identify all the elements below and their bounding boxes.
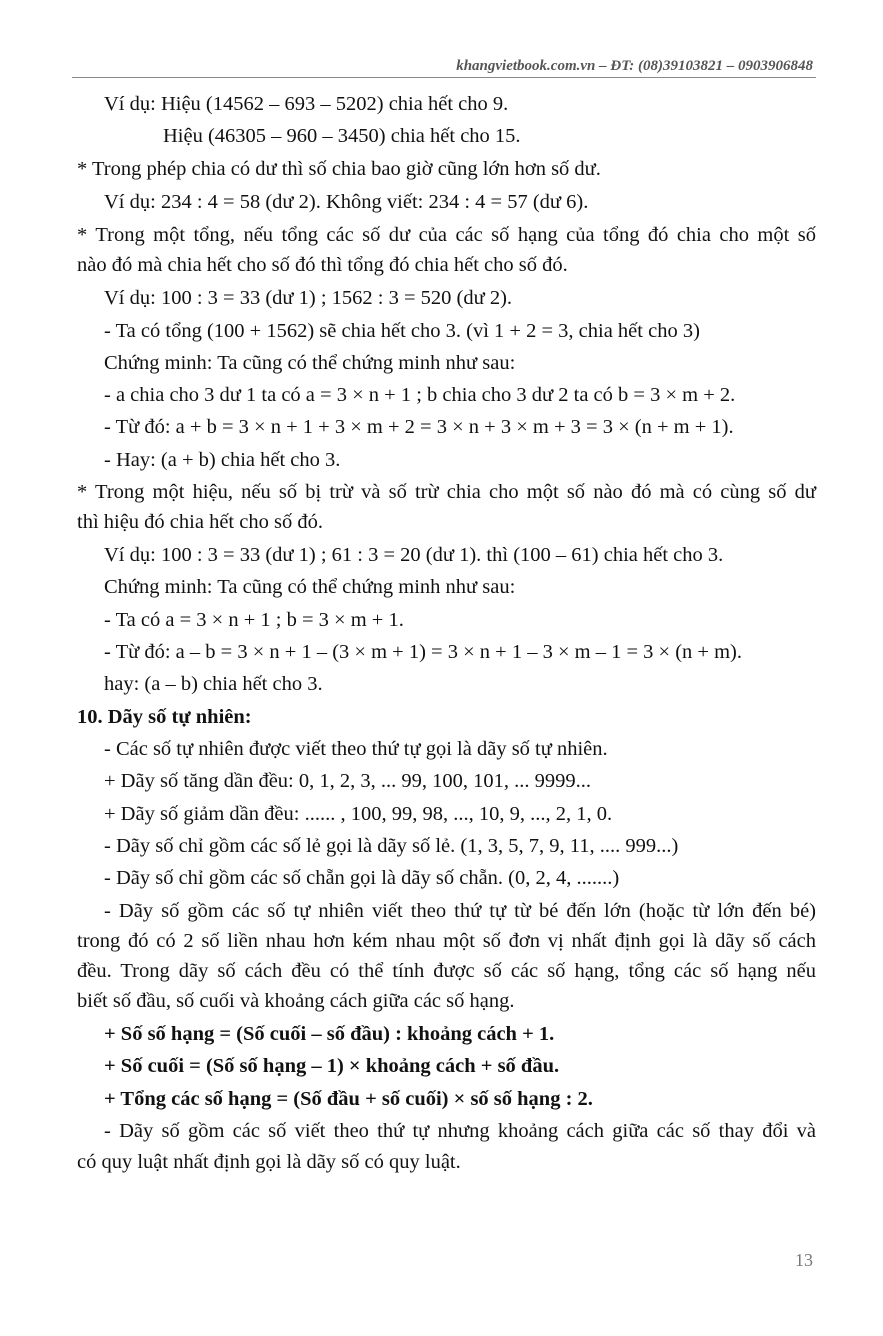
text-line: - Dãy số gồm các số viết theo thứ tự nhưng khoảng cách giữa các số thay đổi và xyxy=(104,1120,816,1142)
text-line: + Dãy số tăng dần đều: 0, 1, 2, 3, ... 99, 100, 101, ... 9999... xyxy=(104,770,592,792)
text-line: - Hay: (a + b) chia hết cho 3. xyxy=(104,449,341,471)
text-line: trong đó có 2 số liền nhau hơn kém nhau một số đơn vị nhất định gọi là dãy số cách xyxy=(77,930,816,952)
page-header-source: khangvietbook.com.vn – ĐT: (08)39103821 – 0903906848 xyxy=(456,58,813,74)
text-line: + Dãy số giảm dần đều: ...... , 100, 99, 98, ..., 10, 9, ..., 2, 1, 0. xyxy=(104,803,613,825)
text-line: * Trong phép chia có dư thì số chia bao giờ cũng lớn hơn số dư. xyxy=(77,158,601,180)
text-line: - Dãy số gồm các số tự nhiên viết theo thứ tự từ bé đến lớn (hoặc từ lớn đến bé) xyxy=(104,900,816,922)
text-line: - Ta có a = 3 × n + 1 ; b = 3 × m + 1. xyxy=(104,609,404,631)
text-line: Chứng minh: Ta cũng có thể chứng minh như sau: xyxy=(104,352,516,374)
text-line: - Từ đó: a – b = 3 × n + 1 – (3 × m + 1) = 3 × n + 1 – 3 × m – 1 = 3 × (n + m). xyxy=(104,641,743,663)
header-divider xyxy=(72,77,816,78)
text-line: Ví dụ: 100 : 3 = 33 (dư 1) ; 61 : 3 = 20 (dư 1). thì (100 – 61) chia hết cho 3. xyxy=(104,544,724,566)
text-line: có quy luật nhất định gọi là dãy số có quy luật. xyxy=(77,1151,461,1173)
text-line: đều. Trong dãy số cách đều có thể tính được số các số hạng, tổng các số hạng nếu xyxy=(77,960,816,982)
text-line: * Trong một hiệu, nếu số bị trừ và số trừ chia cho một số nào đó mà có cùng số dư xyxy=(77,481,816,503)
formula-line: + Số cuối = (Số số hạng – 1) × khoảng cách + số đầu. xyxy=(104,1055,560,1077)
text-line: - Dãy số chỉ gồm các số chẵn gọi là dãy số chẵn. (0, 2, 4, .......) xyxy=(104,867,620,889)
formula-line: + Số số hạng = (Số cuối – số đầu) : khoảng cách + 1. xyxy=(104,1023,555,1045)
text-line: Chứng minh: Ta cũng có thể chứng minh như sau: xyxy=(104,576,516,598)
page-number: 13 xyxy=(795,1250,813,1270)
text-line: - Ta có tổng (100 + 1562) sẽ chia hết cho 3. (vì 1 + 2 = 3, chia hết cho 3) xyxy=(104,320,700,342)
section-heading: 10. Dãy số tự nhiên: xyxy=(77,706,252,728)
text-line: nào đó mà chia hết cho số đó thì tổng đó chia hết cho số đó. xyxy=(77,254,568,276)
text-line: - Từ đó: a + b = 3 × n + 1 + 3 × m + 2 = 3 × n + 3 × m + 3 = 3 × (n + m + 1). xyxy=(104,416,734,438)
text-line: - Dãy số chỉ gồm các số lẻ gọi là dãy số lẻ. (1, 3, 5, 7, 9, 11, .... 999...) xyxy=(104,835,679,857)
text-line: Ví dụ: 234 : 4 = 58 (dư 2). Không viết: 234 : 4 = 57 (dư 6). xyxy=(104,191,589,213)
text-line: - Các số tự nhiên được viết theo thứ tự gọi là dãy số tự nhiên. xyxy=(104,738,608,760)
text-line: Ví dụ: 100 : 3 = 33 (dư 1) ; 1562 : 3 = 520 (dư 2). xyxy=(104,287,513,309)
text-line: - a chia cho 3 dư 1 ta có a = 3 × n + 1 ; b chia cho 3 dư 2 ta có b = 3 × m + 2. xyxy=(104,384,736,406)
text-line: Hiệu (46305 – 960 – 3450) chia hết cho 15. xyxy=(163,125,521,147)
text-line: hay: (a – b) chia hết cho 3. xyxy=(104,673,323,695)
formula-line: + Tổng các số hạng = (Số đầu + số cuối) × số số hạng : 2. xyxy=(104,1088,593,1110)
text-line: biết số đầu, số cuối và khoảng cách giữa các số hạng. xyxy=(77,990,515,1012)
text-line: thì hiệu đó chia hết cho số đó. xyxy=(77,511,323,533)
text-line: * Trong một tổng, nếu tổng các số dư của các số hạng của tổng đó chia cho một số xyxy=(77,224,816,246)
text-line: Ví dụ: Hiệu (14562 – 693 – 5202) chia hết cho 9. xyxy=(104,93,509,115)
